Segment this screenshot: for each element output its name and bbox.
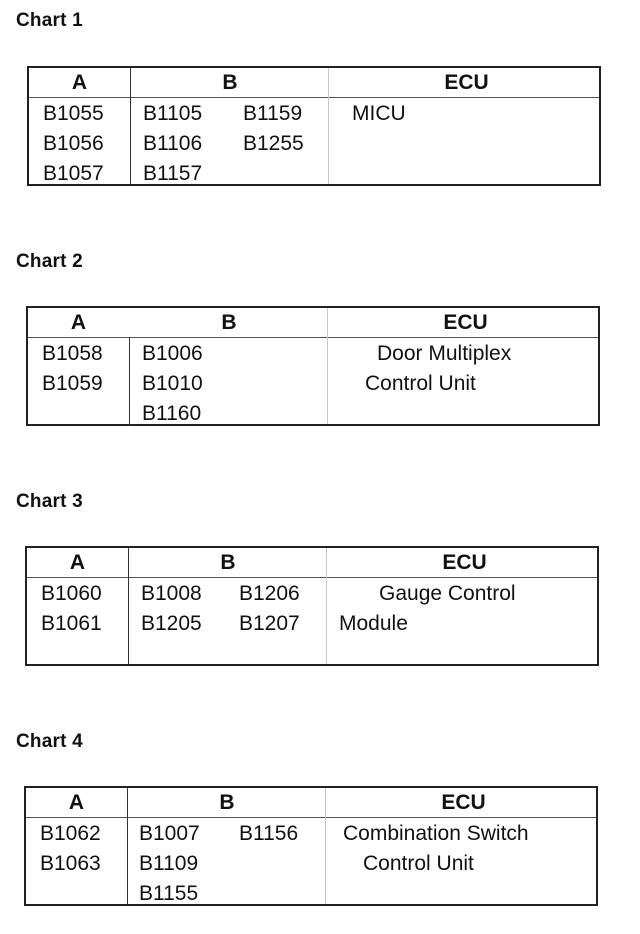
- header-a: A: [71, 71, 88, 94]
- ecu-name: Control Unit: [365, 372, 476, 395]
- a-code: B1063: [40, 852, 101, 875]
- chart-2-title: Chart 2: [16, 251, 83, 272]
- chart-1-table: [27, 66, 601, 186]
- header-b: B: [219, 791, 235, 814]
- b-code: B1207: [239, 612, 300, 635]
- ecu-name: Combination Switch: [343, 822, 529, 845]
- chart-3-table: [25, 546, 599, 666]
- b-code: B1155: [139, 882, 199, 905]
- a-code: B1060: [41, 582, 102, 605]
- b-code: B1255: [243, 132, 304, 155]
- header-ecu: ECU: [443, 311, 488, 334]
- header-b: B: [222, 71, 238, 94]
- b-code: B1159: [243, 102, 303, 125]
- b-code: B1156: [239, 822, 299, 845]
- b-code: B1205: [141, 612, 202, 635]
- header-ecu: ECU: [442, 551, 487, 574]
- a-code: B1062: [40, 822, 101, 845]
- ecu-name: Control Unit: [363, 852, 474, 875]
- chart-3-title: Chart 3: [16, 491, 83, 512]
- b-code: B1006: [142, 342, 203, 365]
- b-code: B1157: [143, 162, 203, 185]
- b-code: B1109: [139, 852, 199, 875]
- header-b: B: [221, 311, 237, 334]
- chart-4-table: [24, 786, 598, 906]
- header-a: A: [70, 311, 87, 334]
- header-a: A: [69, 551, 86, 574]
- chart-2-table: [26, 306, 600, 426]
- b-code: B1106: [143, 132, 203, 155]
- column-divider-a-b: [129, 337, 130, 426]
- a-code: B1059: [42, 372, 103, 395]
- header-a: A: [68, 791, 85, 814]
- ecu-name: Module: [339, 612, 408, 635]
- ecu-name: Door Multiplex: [377, 342, 512, 365]
- a-code: B1057: [43, 162, 104, 185]
- header-ecu: ECU: [444, 71, 489, 94]
- a-code: B1056: [43, 132, 104, 155]
- a-code: B1061: [41, 612, 102, 635]
- ecu-name: Gauge Control: [379, 582, 516, 605]
- b-code: B1007: [139, 822, 200, 845]
- b-code: B1010: [142, 372, 203, 395]
- header-b: B: [220, 551, 236, 574]
- b-code: B1105: [143, 102, 203, 125]
- b-code: B1008: [141, 582, 202, 605]
- b-code: B1206: [239, 582, 300, 605]
- chart-1-title: Chart 1: [16, 10, 83, 31]
- header-ecu: ECU: [441, 791, 486, 814]
- a-code: B1055: [43, 102, 104, 125]
- ecu-name: MICU: [352, 102, 406, 125]
- chart-4-title: Chart 4: [16, 731, 83, 752]
- a-code: B1058: [42, 342, 103, 365]
- b-code: B1160: [142, 402, 202, 425]
